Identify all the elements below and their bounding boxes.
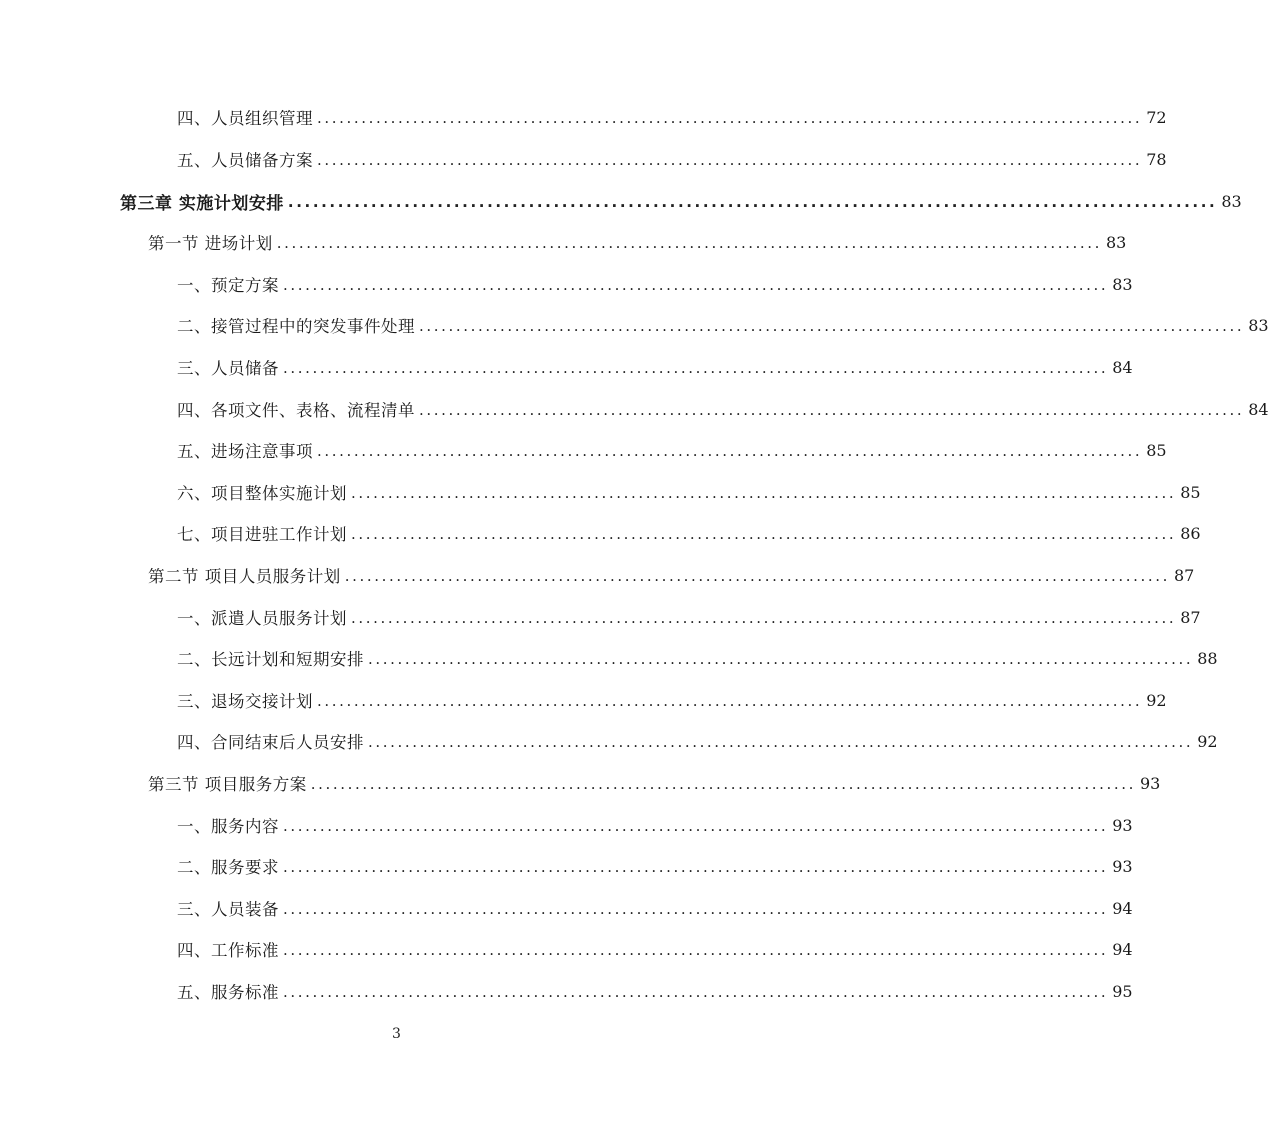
toc-entry[interactable] [177, 726, 1218, 756]
toc-entry-page: 85 [1180, 482, 1201, 502]
toc-entry[interactable] [177, 269, 1133, 299]
toc-entry-page: 84 [1112, 357, 1133, 377]
toc-entry-label: 四、工作标准 [177, 941, 279, 960]
toc-entry[interactable] [177, 643, 1218, 673]
toc-entry[interactable] [177, 810, 1133, 840]
toc-entry[interactable] [177, 602, 1201, 632]
toc-entry[interactable] [177, 976, 1133, 1006]
toc-entry-page: 93 [1112, 815, 1133, 835]
toc-leader-dots: ................................................................................................................ [310, 775, 1136, 793]
toc-leader-dots: ................................................................................................................ [283, 900, 1109, 918]
toc-leader-dots: ................................................................................................................ [283, 941, 1109, 959]
toc-entry[interactable] [120, 186, 1242, 216]
toc-entry-label: 七、项目进驻工作计划 [177, 525, 347, 544]
toc-entry-page: 87 [1180, 607, 1201, 627]
toc-entry-label: 二、长远计划和短期安排 [177, 650, 364, 669]
toc-entry[interactable] [148, 227, 1127, 257]
toc-entry[interactable] [177, 851, 1133, 881]
toc-leader-dots: ................................................................................................................ [283, 817, 1109, 835]
toc-leader-dots: ................................................................................................................ [419, 317, 1245, 335]
toc-entry-page: 86 [1180, 523, 1201, 543]
toc-leader-dots: ................................................................................................................ [317, 151, 1143, 169]
toc-entry-page: 93 [1112, 856, 1133, 876]
toc-leader-dots: ................................................................................................................ [287, 193, 1218, 211]
toc-entry-label: 三、人员储备 [177, 359, 279, 378]
toc-entry[interactable] [177, 477, 1201, 507]
toc-entry-label: 四、合同结束后人员安排 [177, 733, 364, 752]
toc-entry[interactable] [148, 560, 1195, 590]
toc-entry-page: 83 [1221, 191, 1242, 211]
toc-entry-page: 88 [1197, 648, 1218, 668]
toc-entry-page: 84 [1248, 399, 1269, 419]
toc-entry-label: 第一节 进场计划 [148, 234, 273, 253]
toc-entry-page: 85 [1146, 440, 1167, 460]
toc-entry-page: 92 [1197, 731, 1218, 751]
toc-entry[interactable] [177, 144, 1167, 174]
toc-leader-dots: ................................................................................................................ [368, 650, 1194, 668]
toc-entry-label: 三、人员装备 [177, 900, 279, 919]
toc-leader-dots: ................................................................................................................ [351, 525, 1177, 543]
toc-leader-dots: ................................................................................................................ [419, 401, 1245, 419]
toc-leader-dots: ................................................................................................................ [351, 484, 1177, 502]
toc-leader-dots: ................................................................................................................ [283, 359, 1109, 377]
toc-entry-label: 一、服务内容 [177, 817, 279, 836]
toc-entry[interactable] [177, 352, 1133, 382]
toc-leader-dots: ................................................................................................................ [283, 276, 1109, 294]
toc-entry-label: 一、预定方案 [177, 276, 279, 295]
toc-entry-page: 72 [1146, 107, 1167, 127]
toc-leader-dots: ................................................................................................................ [317, 692, 1143, 710]
toc-entry-label: 三、退场交接计划 [177, 692, 313, 711]
toc-entry[interactable] [148, 768, 1161, 798]
toc-entry-label: 五、人员储备方案 [177, 151, 313, 170]
toc-entry-label: 一、派遣人员服务计划 [177, 609, 347, 628]
toc-entry-label: 第二节 项目人员服务计划 [148, 567, 341, 586]
toc-entry-page: 94 [1112, 939, 1133, 959]
toc-entry-page: 94 [1112, 898, 1133, 918]
toc-entry[interactable] [177, 893, 1133, 923]
toc-leader-dots: ................................................................................................................ [283, 858, 1109, 876]
toc-entry[interactable] [177, 685, 1167, 715]
toc-entry-page: 83 [1248, 315, 1269, 335]
toc-entry-label: 第三节 项目服务方案 [148, 775, 307, 794]
toc-entry[interactable] [177, 394, 1269, 424]
toc-entry[interactable] [177, 102, 1167, 132]
toc-entry-page: 83 [1112, 274, 1133, 294]
toc-leader-dots: ................................................................................................................ [317, 109, 1143, 127]
toc-entry-page: 95 [1112, 981, 1133, 1001]
toc-leader-dots: ................................................................................................................ [344, 567, 1170, 585]
toc-entry-label: 四、人员组织管理 [177, 109, 313, 128]
toc-entry[interactable] [177, 934, 1133, 964]
toc-leader-dots: ................................................................................................................ [283, 983, 1109, 1001]
toc-leader-dots: ................................................................................................................ [351, 609, 1177, 627]
toc-entry-page: 83 [1105, 232, 1127, 252]
toc-entry-label: 六、项目整体实施计划 [177, 484, 347, 503]
toc-entry-label: 五、进场注意事项 [177, 442, 313, 461]
toc-entry[interactable] [177, 310, 1269, 340]
toc-leader-dots: ................................................................................................................ [276, 234, 1102, 252]
toc-entry-page: 87 [1173, 565, 1195, 585]
toc-entry-page: 92 [1146, 690, 1167, 710]
page-number: 3 [392, 1026, 401, 1042]
toc-entry-label: 二、接管过程中的突发事件处理 [177, 317, 415, 336]
toc-entry[interactable] [177, 518, 1201, 548]
toc-entry-label: 二、服务要求 [177, 858, 279, 877]
toc-entry-label: 五、服务标准 [177, 983, 279, 1002]
toc-leader-dots: ................................................................................................................ [368, 733, 1194, 751]
toc-entry[interactable] [177, 435, 1167, 465]
toc-entry-page: 93 [1139, 773, 1161, 793]
toc-entry-label: 第三章 实施计划安排 [120, 193, 284, 214]
toc-entry-page: 78 [1146, 149, 1167, 169]
toc-entry-label: 四、各项文件、表格、流程清单 [177, 401, 415, 420]
toc-leader-dots: ................................................................................................................ [317, 442, 1143, 460]
